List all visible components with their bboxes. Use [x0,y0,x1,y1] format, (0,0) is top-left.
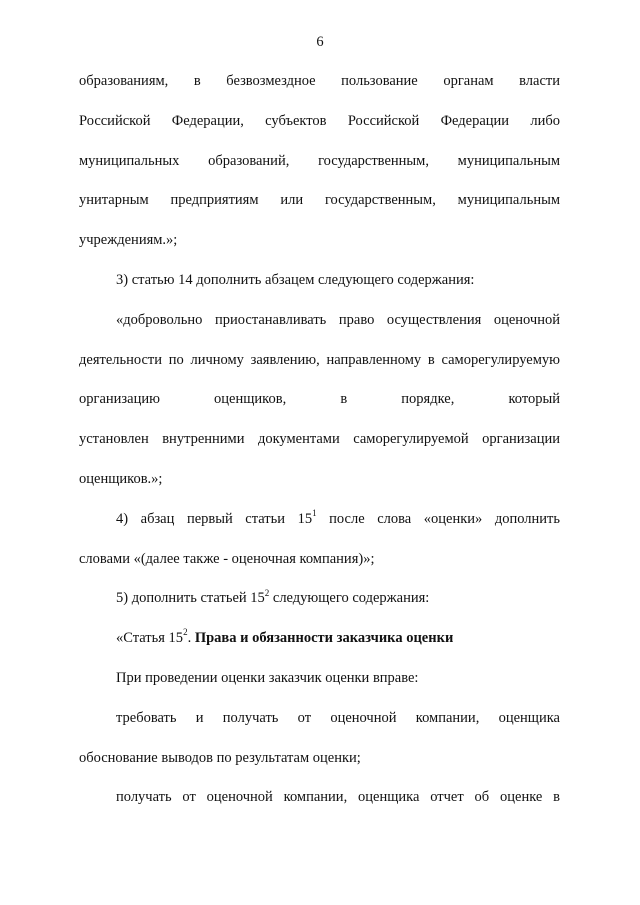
quote-line: «добровольно приостанавливать право осуществления оценочной [116,311,560,328]
item-4-text-b: после слова «оценки» дополнить [316,510,560,527]
item-4-line-2: словами «(далее также - оценочная компания)»; [79,550,375,567]
right-1-line: обоснование выводов по результатам оценки; [79,749,361,766]
article-title: Права и обязанности заказчика оценки [194,630,454,647]
quote-line: оценщиков.»; [79,470,163,487]
quote-line: деятельности по личному заявлению, направленному в саморегулируемую [79,351,560,368]
item-3: 3) статью 14 дополнить абзацем следующего содержания: [116,271,475,288]
item-4 [79,500,560,540]
article-separator: . [187,630,195,647]
quote-line: установлен внутренними документами саморегулируемой организации [79,431,560,448]
page-number: 6 [316,34,324,50]
right-2-line: получать от оценочной компании, оценщика отчет об оценке в [116,789,560,806]
item-4-text-a: 4) абзац первый статьи 15 [116,510,313,527]
superscript: 2 [183,627,188,638]
text-line: учреждениям.»; [79,232,178,249]
item-5-text-b: следующего содержания: [269,590,430,607]
right-1-line: требовать и получать от оценочной компании, оценщика [116,709,560,726]
superscript: 1 [312,507,317,518]
item-5 [79,579,560,619]
text-line: Российской Федерации, субъектов Российской Федерации либо [79,112,560,129]
superscript: 2 [264,587,270,598]
item-5-text-a: 5) дополнить статьей 15 [116,590,265,607]
document-body [79,62,560,818]
rights-intro: При проведении оценки заказчик оценки вправе: [116,669,419,686]
text-line: унитарным предприятиям или государственным, муниципальным [79,192,560,209]
quote-line: организацию оценщиков, в порядке, который [79,391,560,408]
article-heading [79,619,560,659]
article-label: «Статья 15 [116,630,184,647]
text-line: образованиям, в безвозмездное пользование органам власти [79,73,560,89]
text-line: муниципальных образований, государственным, муниципальным [79,152,560,169]
